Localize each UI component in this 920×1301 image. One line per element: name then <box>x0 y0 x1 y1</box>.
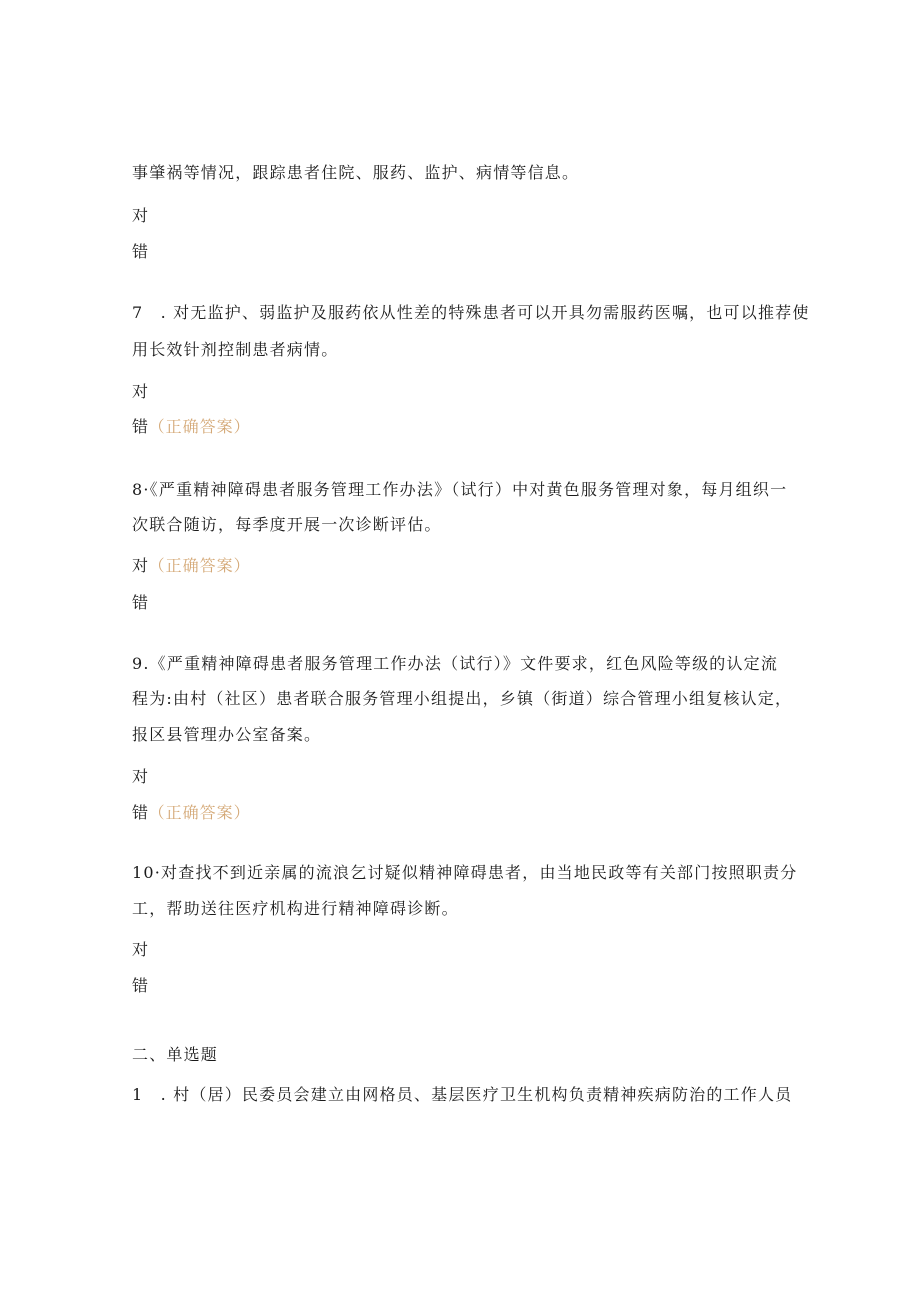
option-false[interactable] <box>132 976 149 996</box>
question-text-line: 10·对查找不到近亲属的流浪乞讨疑似精神障碍患者，由当地民政等有关部门按照职责分 <box>132 863 798 882</box>
question-text-line: 报区县管理办公室备案。 <box>132 725 322 744</box>
question-text-line: 工，帮助送往医疗机构进行精神障碍诊断。 <box>132 899 459 918</box>
option-label: 对 <box>132 767 149 786</box>
question-text-line: 次联合随访，每季度开展一次诊断评估。 <box>132 515 442 534</box>
option-label: 对 <box>132 556 149 575</box>
question-text-line: 9.《严重精神障碍患者服务管理工作办法（试行）》文件要求，红色风险等级的认定流 <box>132 654 779 673</box>
question-text-line: 事肇祸等情况，跟踪患者住院、服药、监护、病情等信息。 <box>132 163 580 182</box>
option-true[interactable] <box>132 556 251 576</box>
option-false[interactable] <box>132 803 251 823</box>
question-text-line: 1 . 村（居）民委员会建立由网格员、基层医疗卫生机构负责精神疾病防治的工作人员 <box>132 1085 793 1104</box>
option-label: 错 <box>132 593 149 612</box>
correct-answer-note: （正确答案） <box>148 417 251 436</box>
question-text-line: 8·《严重精神障碍患者服务管理工作办法》（试行）中对黄色服务管理对象，每月组织一 <box>132 480 788 499</box>
section-heading: 二、单选题 <box>132 1045 219 1064</box>
question-text-line: 7 . 对无监护、弱监护及服药依从性差的特殊患者可以开具勿需服药医嘱，也可以推荐使 <box>132 303 810 322</box>
correct-answer-note: （正确答案） <box>148 556 251 575</box>
question-text-line: 用长效针剂控制患者病情。 <box>132 340 339 359</box>
option-true[interactable] <box>132 767 149 787</box>
option-label: 对 <box>132 382 149 401</box>
option-label: 错 <box>132 242 149 261</box>
option-true[interactable] <box>132 382 149 402</box>
option-false[interactable] <box>132 593 149 613</box>
option-label: 错 <box>132 976 149 995</box>
option-label: 错 <box>132 417 149 436</box>
question-text-line: 程为:由村（社区）患者联合服务管理小组提出，乡镇（街道）综合管理小组复核认定， <box>132 689 793 708</box>
option-label: 对 <box>132 206 149 225</box>
option-true[interactable] <box>132 206 149 226</box>
option-label: 错 <box>132 803 149 822</box>
correct-answer-note: （正确答案） <box>148 803 251 822</box>
option-false[interactable] <box>132 417 251 437</box>
option-true[interactable] <box>132 940 149 960</box>
option-false[interactable] <box>132 242 149 262</box>
option-label: 对 <box>132 940 149 959</box>
